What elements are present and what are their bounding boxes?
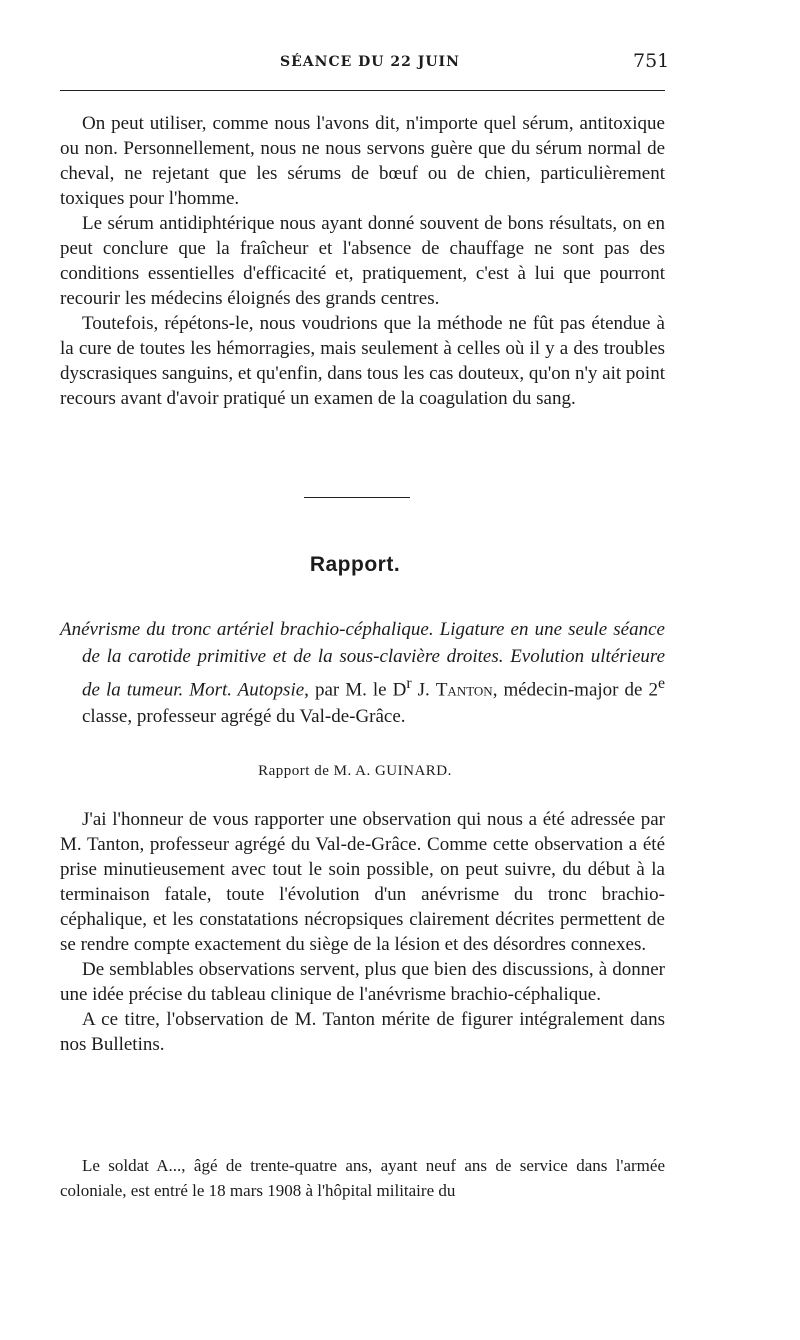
report-title <box>60 616 665 730</box>
paragraph: J'ai l'honneur de vous rapporter une observation qui nous a été adressée par M. Tanton, professeur agrégé du Val-de-Grâce. Comme cette observation a été prise minutieusement avec tout le soin possible, on peut suivre, du début à la terminaison fatale, toute l'évolution d'un anévrisme du tronc brachio-céphalique, et les constatations nécropsiques clairement décrites permettent de se rendre compte exactement du siège de la lésion et des désordres connexes. <box>60 809 665 955</box>
page-number: 751 <box>633 50 670 72</box>
report-title-by: par M. le D <box>308 679 407 701</box>
header-rule <box>60 90 665 91</box>
case-text-block <box>60 1153 665 1203</box>
paragraph: Le sérum antidiphtérique nous ayant donné souvent de bons résultats, on en peut conclure que la fraîcheur et l'absence de chauffage ne sont pas des conditions essentielles d'efficacité et, pratiquement, c'est à lui que pourront recourir les médecins éloignés des grands centres. <box>60 213 665 309</box>
paragraph: Le soldat A..., âgé de trente-quatre ans, ayant neuf ans de service dans l'armée coloniale, est entré le 18 mars 1908 à l'hôpital militaire du <box>60 1156 665 1200</box>
report-byline: Rapport de M. A. GUINARD. <box>258 763 452 779</box>
report-title-rest: , médecin-major de 2 <box>492 679 658 701</box>
running-head-title: SÉANCE DU 22 JUIN <box>280 54 460 70</box>
report-title-sup2: e <box>657 675 665 692</box>
paragraph: Toutefois, répétons-le, nous voudrions que la méthode ne fût pas étendue à la cure de toutes les hémorragies, mais seulement à celles où il y a des troubles dyscrasiques sanguins, et qu'enfin, dans tous les cas douteux, qu'on n'y ait point recours avant d'avoir pratiqué un examen de la coagulation du sang. <box>60 313 665 409</box>
section-title: Rapport. <box>309 553 401 576</box>
running-head <box>60 50 670 80</box>
paragraph: De semblables observations servent, plus que bien des discussions, à donner une idée précise du tableau clinique de l'anévrisme brachio-céphalique. <box>60 959 665 1005</box>
report-title-sup: r <box>406 675 412 692</box>
paragraph: A ce titre, l'observation de M. Tanton mérite de figurer intégralement dans nos Bulletins. <box>60 1009 665 1055</box>
report-title-author: Tanton <box>435 679 493 701</box>
section-separator <box>304 497 410 498</box>
report-text-block <box>60 807 665 1057</box>
intro-text-block <box>60 111 665 411</box>
report-title-initial: J. <box>411 679 436 701</box>
report-title-end: classe, professeur agrégé du Val-de-Grâce. <box>82 706 406 728</box>
report-title-italic: Anévrisme du tronc artériel brachio-céphalique. Ligature en une seule séance de la carotide primitive et de la sous-clavière droites. Evolution ultérieure de la tumeur. Mort. Autopsie, <box>60 619 665 701</box>
paragraph: On peut utiliser, comme nous l'avons dit, n'importe quel sérum, antitoxique ou non. Personnellement, nous ne nous servons guère que du sérum normal de cheval, ne rejetant que les sérums de bœuf ou de chien, particulièrement toxiques pour l'homme. <box>60 113 665 209</box>
